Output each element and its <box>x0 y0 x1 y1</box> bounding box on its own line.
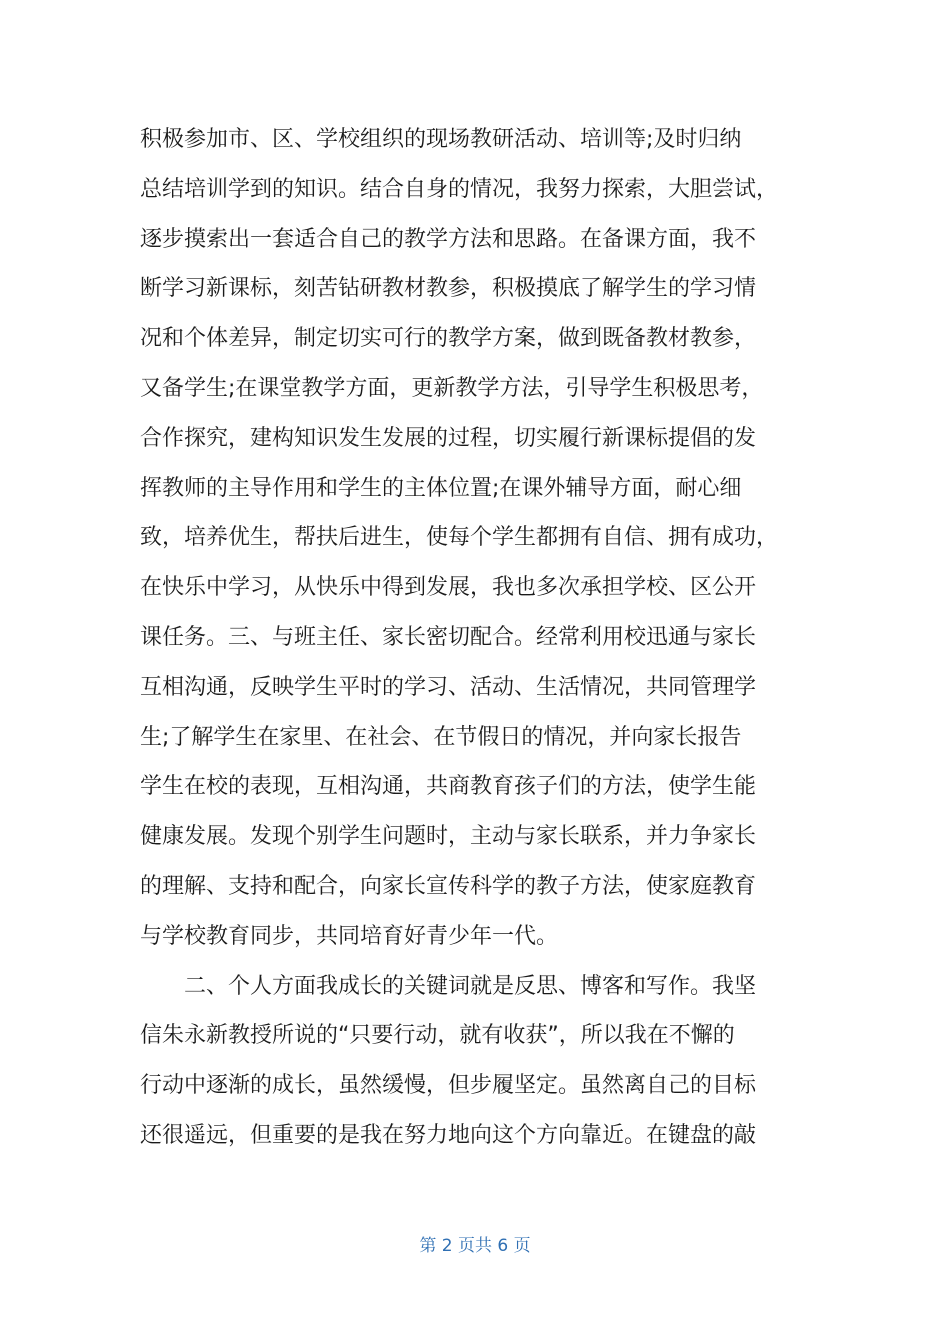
body-text <box>140 115 830 1161</box>
text-line: 健康发展。发现个别学生问题时，主动与家长联系，并力争家长 <box>140 824 757 850</box>
text-line: 生;了解学生在家里、在社会、在节假日的情况，并向家长报告 <box>140 724 742 750</box>
text-line: 总结培训学到的知识。结合自身的情况，我努力探索，大胆尝试， <box>140 176 779 202</box>
text-line: 致，培养优生，帮扶后进生，使每个学生都拥有自信、拥有成功， <box>140 525 779 551</box>
text-line: 合作探究，建构知识发生发展的过程，切实履行新课标提倡的发 <box>140 425 757 451</box>
text-line: 况和个体差异，制定切实可行的教学方案，做到既备教材教参， <box>140 326 757 352</box>
text-line: 的理解、支持和配合，向家长宣传科学的教子方法，使家庭教育 <box>140 873 757 899</box>
text-line: 在快乐中学习，从快乐中得到发展，我也多次承担学校、区公开 <box>140 575 757 601</box>
page-number-footer: 第 2 页共 6 页 <box>419 1236 531 1256</box>
text-line: 与学校教育同步，共同培育好青少年一代。 <box>140 923 559 949</box>
text-line: 积极参加市、区、学校组织的现场教研活动、培训等;及时归纳 <box>140 127 742 152</box>
text-line: 学生在校的表现，互相沟通，共商教育孩子们的方法，使学生能 <box>140 774 757 800</box>
text-line: 课任务。三、与班主任、家长密切配合。经常利用校迅通与家长 <box>140 624 757 650</box>
text-line: 挥教师的主导作用和学生的主体位置;在课外辅导方面，耐心细 <box>140 475 742 501</box>
text-line: 逐步摸索出一套适合自己的教学方法和思路。在备课方面，我不 <box>140 226 757 252</box>
text-line: 行动中逐渐的成长，虽然缓慢，但步履坚定。虽然离自己的目标 <box>140 1073 757 1099</box>
text-line: 互相沟通，反映学生平时的学习、活动、生活情况，共同管理学 <box>140 674 757 700</box>
text-line: 还很遥远，但重要的是我在努力地向这个方向靠近。在键盘的敲 <box>140 1122 757 1148</box>
text-line: 二、个人方面我成长的关键词就是反思、博客和写作。我坚 <box>140 973 757 999</box>
text-line: 又备学生;在课堂教学方面，更新教学方法，引导学生积极思考， <box>140 375 764 401</box>
text-line: 信朱永新教授所说的“只要行动，就有收获”，所以我在不懈的 <box>140 1023 735 1049</box>
text-line: 断学习新课标，刻苦钻研教材教参，积极摸底了解学生的学习情 <box>140 276 757 302</box>
